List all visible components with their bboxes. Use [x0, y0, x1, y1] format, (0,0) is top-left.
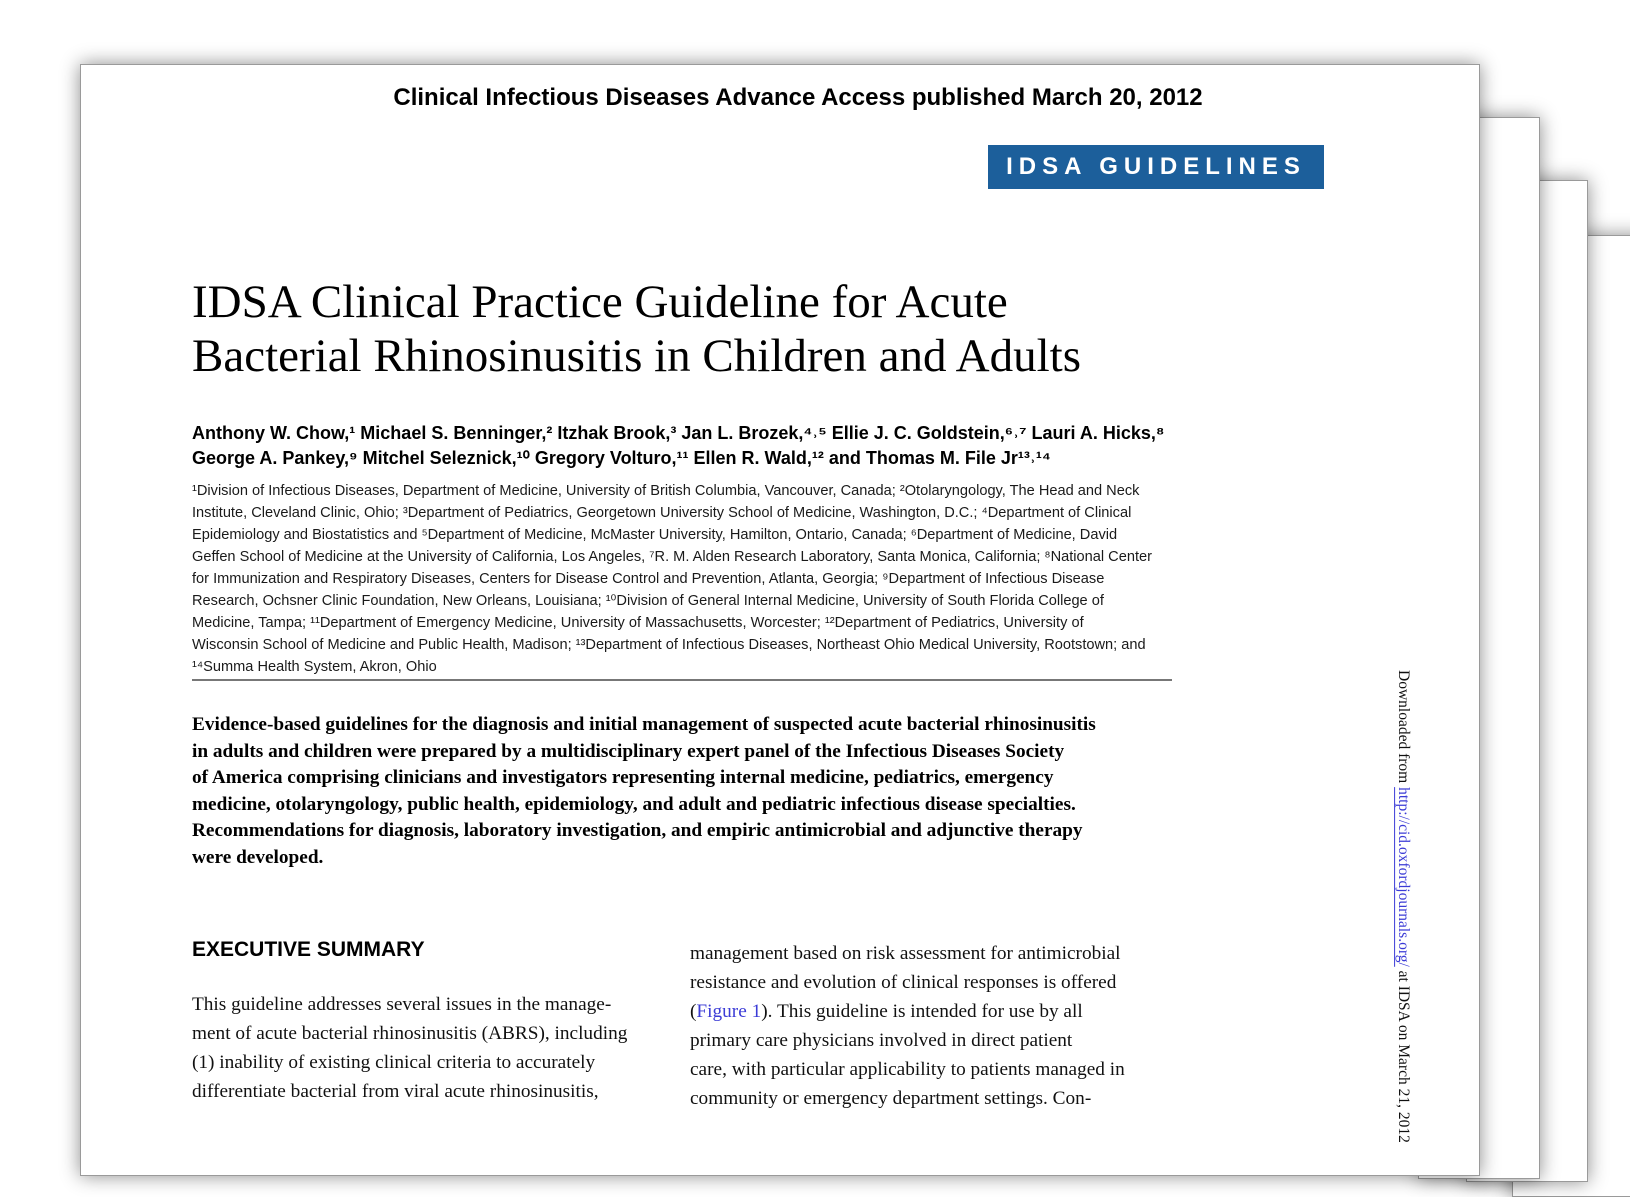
- affiliations: [192, 480, 1252, 678]
- author-line: George A. Pankey,⁹ Mitchel Seleznick,¹⁰ Gregory Volturo,¹¹ Ellen R. Wald,¹² and Thomas M. File Jr¹³˒¹⁴: [192, 448, 1051, 468]
- body-line: management based on risk assessment for antimicrobial: [690, 943, 1121, 964]
- body-line: (1) inability of existing clinical criteria to accurately: [192, 1052, 596, 1073]
- article-title: [192, 275, 1242, 383]
- body-line: resistance and evolution of clinical responses is offered: [690, 972, 1117, 993]
- affiliation-line: Medicine, Tampa; ¹¹Department of Emergency Medicine, University of Massachusetts, Worcester; ¹²Department of Pediatrics, University of: [192, 615, 1084, 631]
- affiliation-line: ¹⁴Summa Health System, Akron, Ohio: [192, 659, 437, 675]
- title-line: IDSA Clinical Practice Guideline for Acute: [192, 276, 1008, 328]
- abstract-line: of America comprising clinicians and investigators representing internal medicine, pediatrics, emergency: [192, 767, 1054, 788]
- abstract: [192, 712, 1172, 871]
- affiliation-line: Geffen School of Medicine at the University of California, Los Angeles, ⁷R. M. Alden Research Laboratory, Santa Monica, California; ⁸National Center: [192, 549, 1152, 565]
- body-line: community or emergency department settings. Con-: [690, 1088, 1092, 1109]
- affiliation-line: Research, Ochsner Clinic Foundation, New Orleans, Louisiana; ¹⁰Division of General Internal Medicine, University of South Florida College of: [192, 593, 1104, 609]
- affiliation-line: Wisconsin School of Medicine and Public Health, Madison; ¹³Department of Infectious Diseases, Northeast Ohio Medical University, Rootstown; and: [192, 637, 1146, 653]
- body-line: ment of acute bacterial rhinosinusitis (ABRS), including: [192, 1023, 628, 1044]
- download-stamp: [1394, 670, 1412, 1143]
- abstract-line: were developed.: [192, 846, 324, 868]
- title-line: Bacterial Rhinosinusitis in Children and Adults: [192, 330, 1082, 382]
- download-stamp-prefix: Downloaded from: [1395, 670, 1412, 788]
- body-line: primary care physicians involved in direct patient: [690, 1030, 1073, 1051]
- journal-header: Clinical Infectious Diseases Advance Access published March 20, 2012: [393, 84, 1203, 111]
- body-column-right: [690, 939, 1160, 1113]
- body-line: This guideline addresses several issues in the manage-: [192, 994, 612, 1015]
- author-line: Anthony W. Chow,¹ Michael S. Benninger,² Itzhak Brook,³ Jan L. Brozek,⁴˒⁵ Ellie J. C. Goldstein,⁶˒⁷ Lauri A. Hicks,⁸: [192, 423, 1165, 443]
- section-heading: EXECUTIVE SUMMARY: [192, 938, 425, 961]
- abstract-line: medicine, otolaryngology, public health, epidemiology, and adult and pediatric infectious disease specialties.: [192, 793, 1076, 815]
- front-page: [80, 64, 1480, 1176]
- body-line-figure-ref: [690, 997, 1160, 1026]
- affiliation-line: Institute, Cleveland Clinic, Ohio; ³Department of Pediatrics, Georgetown University School of Medicine, Washington, D.C.; ⁴Department of Clinical: [192, 505, 1132, 521]
- body-column-left: [192, 990, 652, 1106]
- figure-1-link[interactable]: Figure 1: [696, 1001, 762, 1022]
- abstract-line: in adults and children were prepared by a multidisciplinary expert panel of the Infectious Diseases Society: [192, 740, 1065, 762]
- affiliation-line: ¹Division of Infectious Diseases, Department of Medicine, University of British Columbia, Vancouver, Canada; ²Otolaryngology, The Head and Neck: [192, 483, 1140, 499]
- body-line: differentiate bacterial from viral acute rhinosinusitis,: [192, 1081, 599, 1102]
- idsa-guidelines-banner: IDSA GUIDELINES: [988, 145, 1324, 189]
- author-list: [192, 421, 1192, 471]
- abstract-line: Recommendations for diagnosis, laboratory investigation, and empiric antimicrobial and adjunctive therapy: [192, 820, 1083, 841]
- affiliation-line: Epidemiology and Biostatistics and ⁵Department of Medicine, McMaster University, Hamilton, Ontario, Canada; ⁶Department of Medicine, David: [192, 527, 1118, 543]
- abstract-line: Evidence-based guidelines for the diagnosis and initial management of suspected acute bacterial rhinosinusitis: [192, 714, 1096, 735]
- figure-ref-after: ). This guideline is intended for use by all: [761, 1001, 1083, 1022]
- divider: [192, 679, 1172, 681]
- affiliation-line: for Immunization and Respiratory Diseases, Centers for Disease Control and Prevention, Atlanta, Georgia; ⁹Department of Infectious Disease: [192, 571, 1105, 587]
- figure-ref-before: (: [690, 1001, 697, 1022]
- download-stamp-url[interactable]: http://cid.oxfordjournals.org/: [1395, 787, 1412, 967]
- body-line: care, with particular applicability to patients managed in: [690, 1059, 1125, 1080]
- download-stamp-suffix: at IDSA on March 21, 2012: [1395, 966, 1412, 1143]
